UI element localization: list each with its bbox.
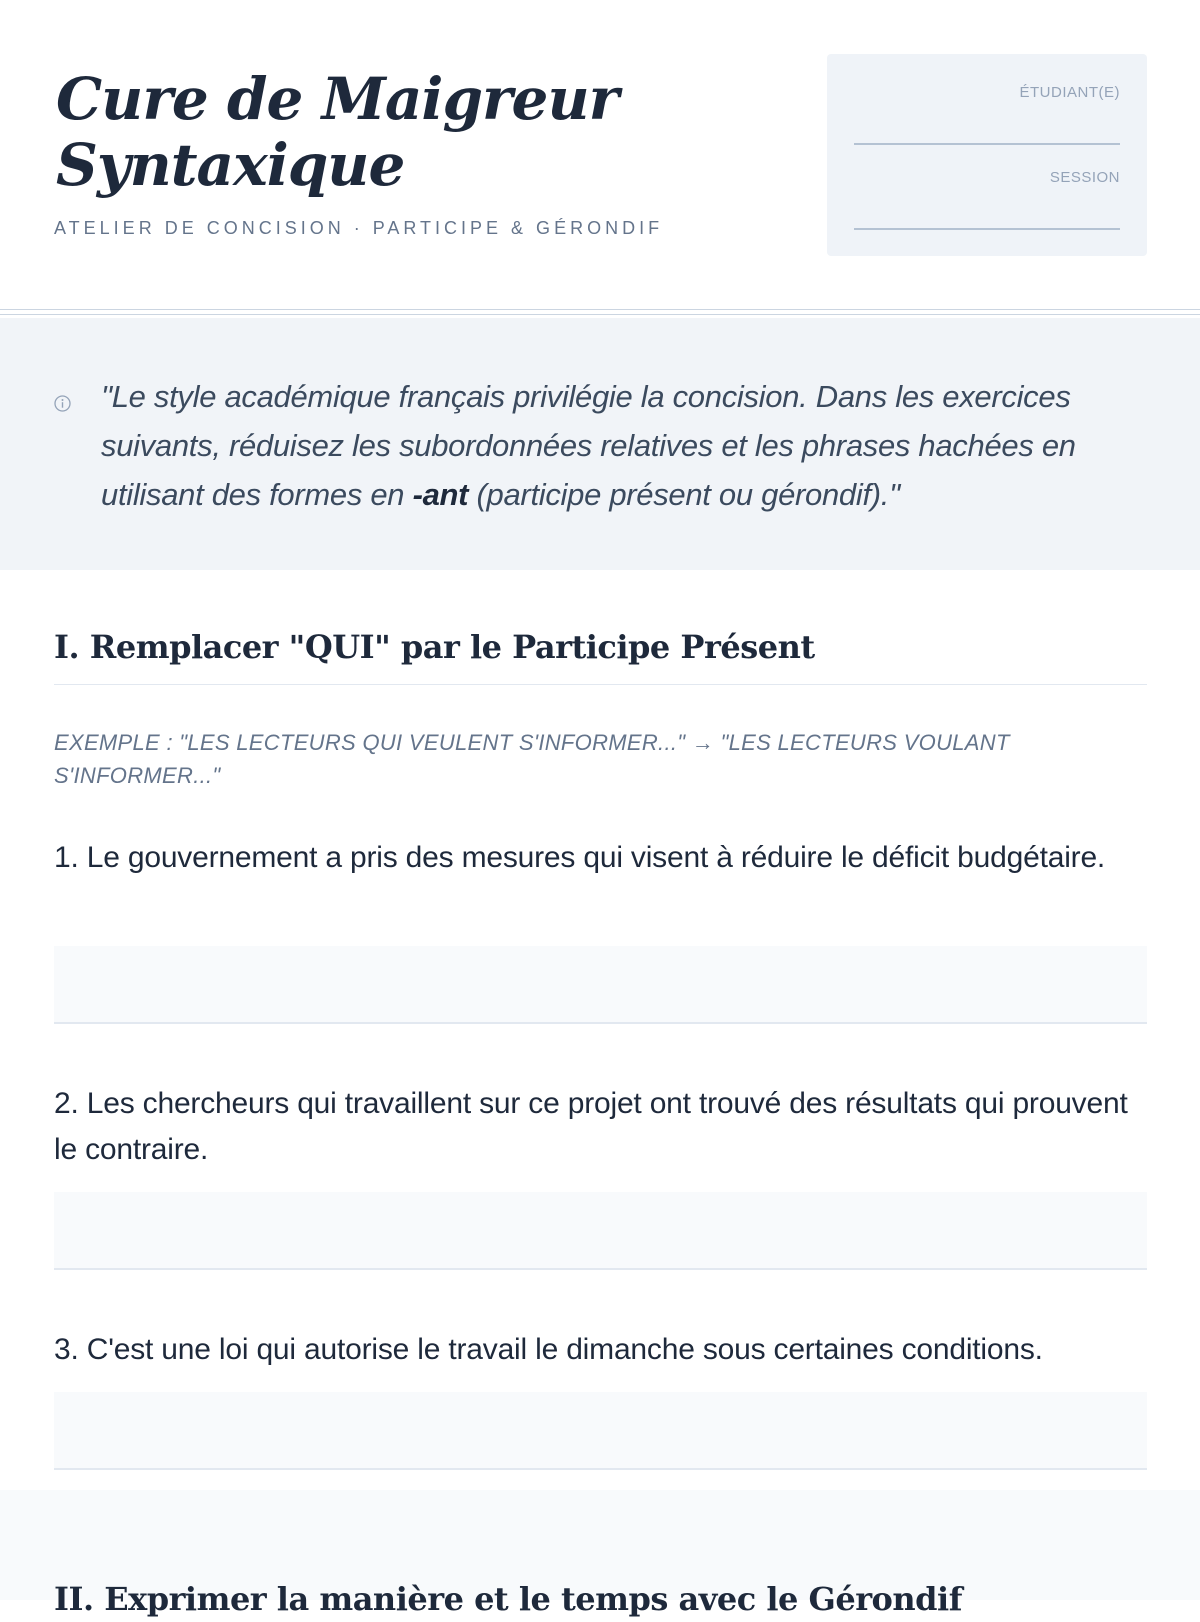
page-title: Cure de Maigreur Syntaxique xyxy=(56,65,619,199)
section-1-divider xyxy=(54,684,1147,685)
answer-field-2[interactable] xyxy=(54,1192,1147,1270)
worksheet-header xyxy=(0,0,1200,316)
student-name-line[interactable] xyxy=(854,143,1120,145)
student-info-box xyxy=(827,54,1147,256)
example-text: EXEMPLE : "LES LECTEURS QUI VEULENT S'INFORMER..." → "LES LECTEURS VOULANT S'INFORMER..." xyxy=(54,730,1010,788)
question-1: 1. Le gouvernement a pris des mesures qui visent à réduire le déficit budgétaire. xyxy=(54,841,1106,874)
student-label: ÉTUDIANT(E) xyxy=(1019,84,1120,101)
answer-field-3[interactable] xyxy=(54,1392,1147,1470)
session-line[interactable] xyxy=(854,228,1120,230)
page-subtitle: ATELIER DE CONCISION · PARTICIPE & GÉRONDIF xyxy=(54,218,664,238)
question-3: 3. C'est une loi qui autorise le travail le dimanche sous certaines conditions. xyxy=(54,1333,1043,1366)
header-divider xyxy=(0,309,1200,310)
section-1-heading: I. Remplacer "QUI" par le Participe Présent xyxy=(54,628,815,666)
session-label: SESSION xyxy=(1049,169,1120,186)
header-divider-double xyxy=(0,314,1200,315)
info-icon xyxy=(54,395,71,412)
instructions-text: "Le style académique français privilégie la concision. Dans les exercices suivants, réduisez les subordonnées relatives et les phrases hachées en utilisant des formes en -ant (participe présent ou gérondif)." xyxy=(101,379,1076,512)
answer-field-1[interactable] xyxy=(54,946,1147,1024)
ant-suffix: -ant xyxy=(412,477,469,512)
section-2-heading: II. Exprimer la manière et le temps avec le Gérondif xyxy=(54,1580,962,1618)
question-2: 2. Les chercheurs qui travaillent sur ce projet ont trouvé des résultats qui prouvent le contraire. xyxy=(54,1087,1128,1166)
